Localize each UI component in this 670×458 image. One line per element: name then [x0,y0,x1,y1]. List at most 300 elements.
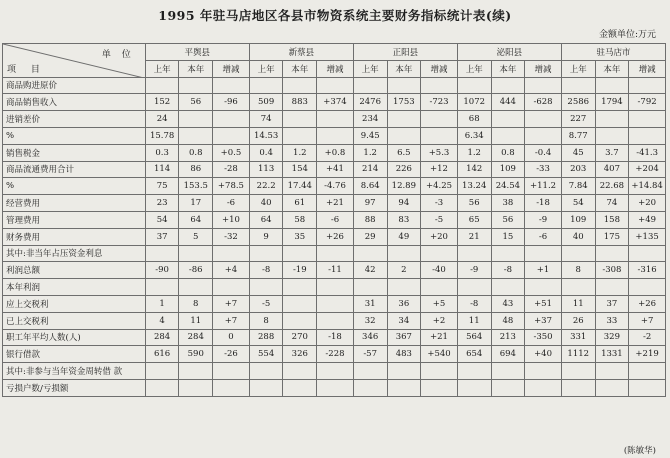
data-cell: 1112 [561,346,595,363]
table-row [3,312,666,329]
data-cell: +135 [629,228,666,245]
data-cell [457,279,491,296]
data-cell [525,363,562,380]
data-cell: +4.25 [421,178,458,195]
data-cell: 54 [561,195,595,212]
county-header: 新蔡县 [249,44,353,61]
data-cell: 0.8 [491,144,525,161]
data-cell [491,379,525,396]
data-cell: 226 [387,161,421,178]
data-cell [629,77,666,94]
data-cell: 12.89 [387,178,421,195]
data-cell: -6 [525,228,562,245]
data-cell: +37 [525,312,562,329]
data-cell: -8 [249,262,283,279]
data-cell [457,245,491,262]
row-label: 经营费用 [3,195,146,212]
table-row [3,228,666,245]
data-cell: +41 [317,161,354,178]
data-cell: 64 [249,211,283,228]
data-cell: +11.2 [525,178,562,195]
data-cell: -9 [457,262,491,279]
data-cell: +78.5 [213,178,250,195]
row-label: 商品流通费用合计 [3,161,146,178]
data-cell [387,77,421,94]
row-label: % [3,127,146,144]
data-cell: 0 [213,329,250,346]
data-cell: 32 [353,312,387,329]
data-cell [421,111,458,128]
data-cell: 94 [387,195,421,212]
data-cell: +5 [421,295,458,312]
data-cell: 4 [145,312,179,329]
data-cell [179,363,213,380]
data-cell: +7 [213,312,250,329]
data-cell: +0.8 [317,144,354,161]
data-cell: 284 [145,329,179,346]
data-cell: -723 [421,94,458,111]
data-cell: 68 [457,111,491,128]
data-cell: 109 [491,161,525,178]
data-cell: 288 [249,329,283,346]
data-cell: 22.2 [249,178,283,195]
data-cell: 14.53 [249,127,283,144]
item-header: 项 目 [7,64,46,75]
data-cell: +4 [213,262,250,279]
data-cell: 1.2 [457,144,491,161]
data-cell [629,111,666,128]
county-header: 正阳县 [353,44,457,61]
row-label: 应上交税利 [3,295,146,312]
data-cell [283,295,317,312]
data-cell [317,111,354,128]
table-row [3,211,666,228]
sub-header-cell: 增减 [421,60,458,77]
data-cell: -6 [213,195,250,212]
data-cell: 49 [387,228,421,245]
data-cell: 8.77 [561,127,595,144]
data-cell: -0.4 [525,144,562,161]
data-cell: 270 [283,329,317,346]
data-cell: -33 [525,161,562,178]
data-cell: -18 [525,195,562,212]
data-cell: -28 [213,161,250,178]
author-credit: (陈敏华) [623,446,656,456]
data-cell [421,127,458,144]
data-cell: 2 [387,262,421,279]
data-cell: +1 [525,262,562,279]
data-cell [213,279,250,296]
data-cell [283,363,317,380]
data-cell: 0.8 [179,144,213,161]
data-cell: 54 [145,211,179,228]
data-cell [353,363,387,380]
data-cell: 34 [387,312,421,329]
data-cell [491,279,525,296]
data-cell: 42 [353,262,387,279]
row-label: 销售税金 [3,144,146,161]
data-cell [283,127,317,144]
data-cell: 142 [457,161,491,178]
data-cell: 227 [561,111,595,128]
data-cell: 1794 [595,94,629,111]
data-cell: 154 [283,161,317,178]
data-cell: 203 [561,161,595,178]
data-cell [387,111,421,128]
data-cell: -308 [595,262,629,279]
data-cell: 114 [145,161,179,178]
data-cell [491,77,525,94]
data-cell: 37 [595,295,629,312]
data-cell: -6 [317,211,354,228]
data-cell: 158 [595,211,629,228]
data-cell [249,363,283,380]
data-cell: 1331 [595,346,629,363]
data-cell: 590 [179,346,213,363]
row-label: 职工年平均人数(人) [3,329,146,346]
row-label: 已上交税利 [3,312,146,329]
data-cell [145,245,179,262]
data-cell [213,245,250,262]
data-cell [525,77,562,94]
data-cell: 564 [457,329,491,346]
data-cell [629,127,666,144]
data-cell [595,127,629,144]
data-cell: 24.54 [491,178,525,195]
data-cell: 483 [387,346,421,363]
data-cell [387,363,421,380]
data-cell [213,127,250,144]
sub-header-cell: 上年 [249,60,283,77]
data-cell: 6.34 [457,127,491,144]
data-cell [317,77,354,94]
data-cell [283,111,317,128]
data-cell [491,363,525,380]
data-cell: 883 [283,94,317,111]
data-cell [421,77,458,94]
data-cell: -792 [629,94,666,111]
data-cell: 26 [561,312,595,329]
data-cell: 407 [595,161,629,178]
data-cell: +26 [317,228,354,245]
data-cell [491,127,525,144]
data-cell: 48 [491,312,525,329]
sub-header-cell: 上年 [457,60,491,77]
data-cell: 654 [457,346,491,363]
row-label: 商品销售收入 [3,94,146,111]
data-cell: 8 [179,295,213,312]
table-body [3,77,666,396]
data-cell [491,111,525,128]
statistics-table [2,43,666,397]
data-cell: 175 [595,228,629,245]
data-cell [213,111,250,128]
data-cell [561,363,595,380]
row-label: 亏损户数/亏损额 [3,379,146,396]
data-cell [145,279,179,296]
data-cell: 214 [353,161,387,178]
data-cell [249,77,283,94]
data-cell: 1753 [387,94,421,111]
data-cell [283,279,317,296]
sub-header-cell: 上年 [145,60,179,77]
data-cell [629,279,666,296]
data-cell: 113 [249,161,283,178]
data-cell [317,295,354,312]
data-cell: 1 [145,295,179,312]
data-cell: 74 [595,195,629,212]
data-cell [595,245,629,262]
data-cell: 43 [491,295,525,312]
table-row [3,245,666,262]
data-cell: 153.5 [179,178,213,195]
unit-header: 单 位 [101,50,135,60]
data-cell: -2 [629,329,666,346]
data-cell [353,379,387,396]
data-cell: -57 [353,346,387,363]
data-cell: 22.68 [595,178,629,195]
data-cell [283,312,317,329]
data-cell: 33 [595,312,629,329]
data-cell [179,127,213,144]
data-cell: +20 [421,228,458,245]
data-cell: 61 [283,195,317,212]
data-cell: -3 [421,195,458,212]
data-cell [317,363,354,380]
data-cell [561,77,595,94]
table-row [3,279,666,296]
data-cell: 109 [561,211,595,228]
data-cell: 5 [179,228,213,245]
data-cell: -86 [179,262,213,279]
data-cell: 74 [249,111,283,128]
data-cell: -90 [145,262,179,279]
data-cell [595,279,629,296]
data-cell: 0.4 [249,144,283,161]
data-cell: +2 [421,312,458,329]
row-label: 进销差价 [3,111,146,128]
data-cell: -11 [317,262,354,279]
data-cell [283,379,317,396]
data-cell: 444 [491,94,525,111]
data-cell [387,245,421,262]
data-cell: 9.45 [353,127,387,144]
county-header: 泌阳县 [457,44,561,61]
data-cell: 37 [145,228,179,245]
data-cell: 3.7 [595,144,629,161]
data-cell [249,279,283,296]
table-row [3,178,666,195]
data-cell [629,363,666,380]
data-cell: 509 [249,94,283,111]
data-cell: 13.24 [457,178,491,195]
data-cell: 234 [353,111,387,128]
data-cell: 1.2 [283,144,317,161]
table-title: 1995 年驻马店地区各县市物资系统主要财务指标统计表(续) [158,8,512,23]
data-cell: 64 [179,211,213,228]
data-cell: 1.2 [353,144,387,161]
data-cell: 8.64 [353,178,387,195]
data-cell: 8 [561,262,595,279]
data-cell [179,279,213,296]
data-cell: 367 [387,329,421,346]
data-cell: 2586 [561,94,595,111]
county-header: 驻马店市 [561,44,665,61]
data-cell [629,379,666,396]
data-cell [421,279,458,296]
data-cell [525,279,562,296]
data-cell [317,279,354,296]
data-cell: -8 [457,295,491,312]
data-cell: 45 [561,144,595,161]
data-cell: +49 [629,211,666,228]
county-header-row [3,44,666,61]
data-cell: +5.3 [421,144,458,161]
row-label: 本年利润 [3,279,146,296]
data-cell: 17 [179,195,213,212]
table-row [3,127,666,144]
data-cell [317,312,354,329]
data-cell: 554 [249,346,283,363]
data-cell [421,245,458,262]
sub-header-cell: 增减 [213,60,250,77]
data-cell [283,77,317,94]
data-cell: 15.78 [145,127,179,144]
data-cell: 38 [491,195,525,212]
data-cell [525,379,562,396]
data-cell [595,77,629,94]
data-cell: 56 [179,94,213,111]
data-cell [595,363,629,380]
data-cell: +20 [629,195,666,212]
data-cell: 331 [561,329,595,346]
data-cell [179,111,213,128]
row-label: 财务费用 [3,228,146,245]
data-cell: 88 [353,211,387,228]
data-cell: 6.5 [387,144,421,161]
data-cell [525,245,562,262]
data-cell [249,379,283,396]
data-cell: +204 [629,161,666,178]
data-cell [525,111,562,128]
data-cell [145,379,179,396]
data-cell: 11 [457,312,491,329]
table-row [3,329,666,346]
data-cell [457,77,491,94]
data-cell [387,379,421,396]
data-cell: -41.3 [629,144,666,161]
data-cell [145,363,179,380]
data-cell: -8 [491,262,525,279]
table-row [3,94,666,111]
data-cell: 616 [145,346,179,363]
row-label: 银行借款 [3,346,146,363]
data-cell: 56 [491,211,525,228]
data-cell: 21 [457,228,491,245]
data-cell: 17.44 [283,178,317,195]
data-cell: +26 [629,295,666,312]
data-cell: 15 [491,228,525,245]
data-cell: -18 [317,329,354,346]
data-cell: 329 [595,329,629,346]
data-cell: 29 [353,228,387,245]
sub-header-cell: 本年 [595,60,629,77]
data-cell [317,379,354,396]
data-cell: 24 [145,111,179,128]
data-cell [561,245,595,262]
row-label: 利润总额 [3,262,146,279]
data-cell: 326 [283,346,317,363]
data-cell [595,111,629,128]
data-cell [353,245,387,262]
sub-header-cell: 上年 [353,60,387,77]
data-cell [353,77,387,94]
data-cell: 11 [179,312,213,329]
data-cell: -228 [317,346,354,363]
data-cell [387,279,421,296]
county-header: 平舆县 [145,44,249,61]
sub-header-cell: 增减 [317,60,354,77]
data-cell [213,363,250,380]
data-cell: 35 [283,228,317,245]
data-cell: +51 [525,295,562,312]
data-cell: 1072 [457,94,491,111]
sub-header-cell: 上年 [561,60,595,77]
data-cell: +540 [421,346,458,363]
corner-header [3,44,146,78]
data-cell: +7 [629,312,666,329]
data-cell [629,245,666,262]
data-cell [145,77,179,94]
data-cell [421,363,458,380]
data-cell: 694 [491,346,525,363]
table-row [3,363,666,380]
data-cell: -26 [213,346,250,363]
data-cell: 11 [561,295,595,312]
data-cell [491,245,525,262]
data-cell: 56 [457,195,491,212]
data-cell: 284 [179,329,213,346]
data-cell: +21 [317,195,354,212]
data-cell: 31 [353,295,387,312]
data-cell: 65 [457,211,491,228]
data-cell: 40 [561,228,595,245]
table-row [3,144,666,161]
data-cell: -350 [525,329,562,346]
data-cell: +14.84 [629,178,666,195]
row-label: 管理费用 [3,211,146,228]
data-cell: -316 [629,262,666,279]
data-cell [317,245,354,262]
data-cell: 23 [145,195,179,212]
data-cell: +219 [629,346,666,363]
row-label: 其中:非参与当年资金周转借 款 [3,363,146,380]
unit-note: 金额单位:万元 [598,30,656,40]
row-label: 其中:非当年占压资金利息 [3,245,146,262]
data-cell: 75 [145,178,179,195]
data-cell [525,127,562,144]
data-cell: 86 [179,161,213,178]
data-cell [595,379,629,396]
data-cell: 152 [145,94,179,111]
data-cell [317,127,354,144]
data-cell [457,379,491,396]
data-cell: +374 [317,94,354,111]
data-cell: -9 [525,211,562,228]
data-cell: +21 [421,329,458,346]
data-cell: 40 [249,195,283,212]
data-cell: -5 [249,295,283,312]
